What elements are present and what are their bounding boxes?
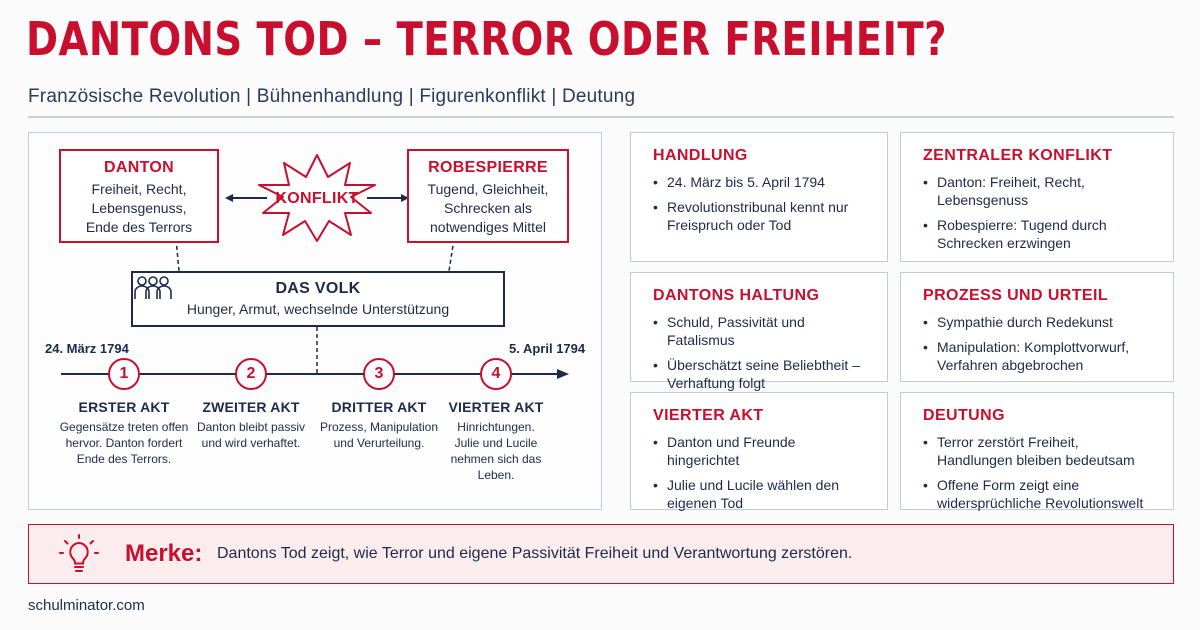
volk-desc: Hunger, Armut, wechselnde Unterstützung xyxy=(186,301,450,317)
act-desc-line: Danton bleibt passiv xyxy=(196,420,306,434)
act-desc-line: Julie und Lucile xyxy=(454,436,538,450)
robespierre-box xyxy=(407,149,569,243)
act-description xyxy=(431,419,561,483)
robespierre-line: Schrecken als xyxy=(444,200,532,216)
card-handlung xyxy=(630,132,888,262)
act-desc-line: nehmen sich das xyxy=(450,452,542,466)
act-description xyxy=(59,419,189,467)
act-desc-line: und wird verhaftet. xyxy=(201,436,301,450)
volk-name: DAS VOLK xyxy=(275,280,361,297)
card-title: HANDLUNG xyxy=(653,147,748,164)
volk-box xyxy=(131,271,505,327)
card-item: • Manipulation: Komplottvorwurf, Verfahren abgebrochen xyxy=(923,338,1155,374)
card-title: PROZESS UND URTEIL xyxy=(923,287,1108,304)
card-item: • Julie und Lucile wählen den eigenen Tod xyxy=(653,476,869,512)
act-title: VIERTER AKT xyxy=(448,399,544,415)
act-desc-line: Ende des Terrors. xyxy=(76,452,172,466)
card-item: • Robespierre: Tugend durch Schrecken erzwingen xyxy=(923,216,1155,252)
act-desc-line: Leben. xyxy=(477,468,515,482)
card-prozess-und-urteil xyxy=(900,272,1174,382)
robespierre-line: Tugend, Gleichheit, xyxy=(427,181,549,197)
card-item: • Offene Form zeigt eine widersprüchliche Revolutionswelt xyxy=(923,476,1155,512)
card-list xyxy=(923,313,1155,374)
card-list xyxy=(923,433,1155,512)
card-title: ZENTRALER KONFLIKT xyxy=(923,147,1113,164)
merke-text: Dantons Tod zeigt, wie Terror und eigene Passivität Freiheit und Verantwortung zerstören. xyxy=(217,545,853,562)
card-dantons-haltung xyxy=(630,272,888,391)
page-title: DANTONS TOD – TERROR ODER FREIHEIT? xyxy=(26,12,947,66)
timeline-end-date: 5. April 1794 xyxy=(509,341,586,356)
act-number: 2 xyxy=(235,358,267,390)
act-desc-line: hervor. Danton fordert xyxy=(65,436,183,450)
act-title: ZWEITER AKT xyxy=(202,399,300,415)
page-subtitle: Französische Revolution | Bühnenhandlung | Figurenkonflikt | Deutung xyxy=(28,86,636,107)
danton-box xyxy=(59,149,219,243)
timeline-start-date: 24. März 1794 xyxy=(45,341,129,356)
card-item: • Revolutionstribunal kennt nur Freispruch oder Tod xyxy=(653,198,869,234)
card-deutung xyxy=(900,392,1174,510)
card-item: • Schuld, Passivität und Fatalismus xyxy=(653,313,869,349)
danton-line: Ende des Terrors xyxy=(85,219,193,235)
act-desc-line: Prozess, Manipulation xyxy=(319,420,439,434)
conflict-diagram xyxy=(28,132,602,510)
card-title: DANTONS HALTUNG xyxy=(653,287,820,304)
card-title: DEUTUNG xyxy=(923,407,1005,424)
act-description xyxy=(186,419,316,451)
act-desc-line: Hinrichtungen. xyxy=(457,420,535,434)
card-list xyxy=(923,173,1155,252)
act-desc-line: Gegensätze treten offen xyxy=(59,420,189,434)
footer-site: schulminator.com xyxy=(28,597,145,614)
robespierre-line: notwendiges Mittel xyxy=(430,219,546,235)
act-title: ERSTER AKT xyxy=(78,399,170,415)
merke-box xyxy=(28,524,1174,584)
card-title: VIERTER AKT xyxy=(653,407,764,424)
danton-line: Freiheit, Recht, xyxy=(91,181,187,197)
card-list xyxy=(653,433,869,512)
card-item: • Sympathie durch Redekunst xyxy=(923,313,1155,331)
card-item: • Danton: Freiheit, Recht, Lebensgenuss xyxy=(923,173,1155,209)
act-desc-line: und Verurteilung. xyxy=(333,436,425,450)
danton-name: DANTON xyxy=(104,159,174,176)
act-number: 3 xyxy=(363,358,395,390)
card-list xyxy=(653,313,869,392)
konflikt-label: KONFLIKT xyxy=(275,190,359,207)
card-item: • Überschätzt seine Beliebtheit – Verhaftung folgt xyxy=(653,356,869,392)
merke-label: Merke: xyxy=(125,540,203,567)
card-vierter-akt xyxy=(630,392,888,510)
danton-line: Lebensgenuss, xyxy=(91,200,187,216)
robespierre-name: ROBESPIERRE xyxy=(428,159,548,176)
card-item: • Terror zerstört Freiheit, Handlungen bleiben bedeutsam xyxy=(923,433,1155,469)
act-number: 4 xyxy=(480,358,512,390)
card-item: • Danton und Freunde hingerichtet xyxy=(653,433,869,469)
header-divider xyxy=(28,116,1174,118)
people-icon xyxy=(133,273,173,303)
act-title: DRITTER AKT xyxy=(331,399,427,415)
card-item: • 24. März bis 5. April 1794 xyxy=(653,173,869,191)
card-zentraler-konflikt xyxy=(900,132,1174,262)
act-number: 1 xyxy=(108,358,140,390)
lightbulb-icon xyxy=(59,533,99,577)
act-description xyxy=(314,419,444,451)
card-list xyxy=(653,173,869,234)
